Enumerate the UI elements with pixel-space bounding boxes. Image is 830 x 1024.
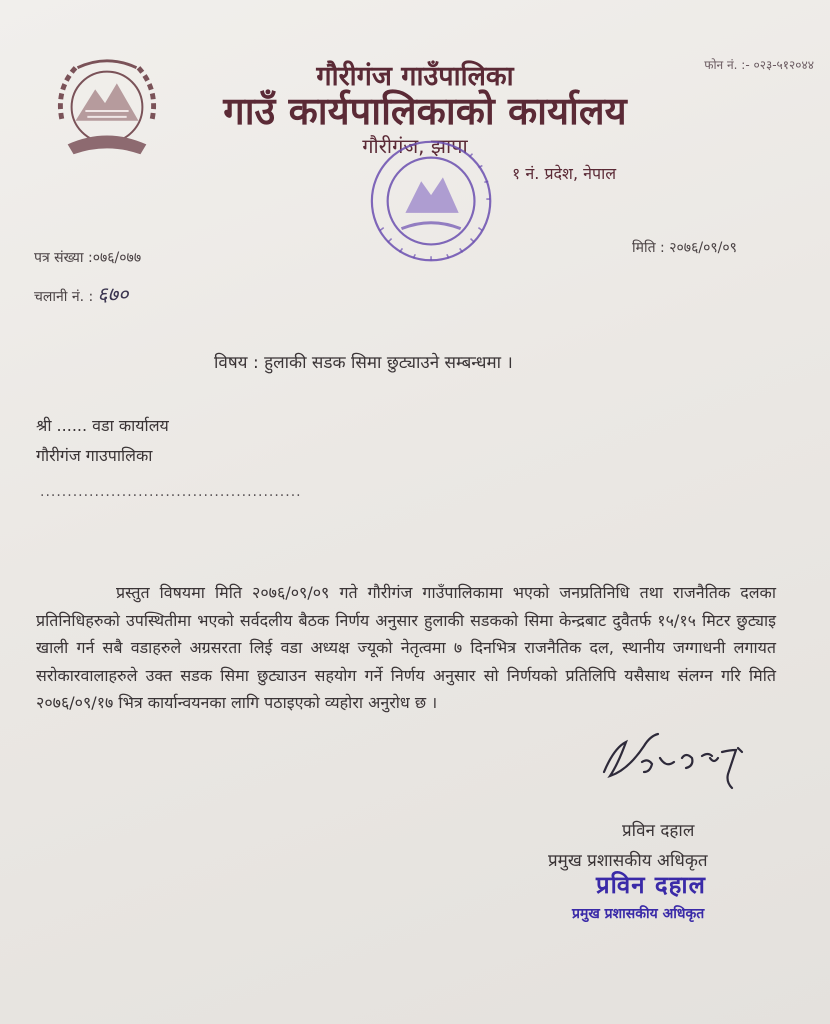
signer-title: प्रमुख प्रशासकीय अधिकृत xyxy=(548,851,708,871)
phone-number: फोन नं. :- ०२३-५१२०४४ xyxy=(704,58,814,72)
subject-line xyxy=(214,350,513,373)
letter-body-paragraph: प्रस्तुत विषयमा मिति २०७६/०९/०९ गते गौरीगंज गाउँपालिकामा भएको जनप्रतिनिधि तथा राजनैतिक दलका प्रतिनिधिहरुको उपस्थितीमा भएको सर्वदलीय बैठक निर्णय अनुसार हुलाकी सडकको सिमा केन्द्रबाट दुवैतर्फ १५/१५ मिटर छुट्याइ खाली गर्न सबै वडाहरुले अग्रसरता लिई वडा अध्यक्ष ज्यूको नेतृत्वमा ७ दिनभित्र राजनैतिक दल, स्थानीय जग्गाधनी लगायत सरोकारवालाहरुले उक्त सडक सिमा छुट्याउन सहयोग गर्ने निर्णय अनुसार सो निर्णयको प्रतिलिपि यसैसाथ संलग्न गरि मिति २०७६/०९/१७ भित्र कार्यान्वयनका लागि पठाइएको व्यहोरा अनुरोध छ । xyxy=(36,583,776,712)
name-stamp: प्रविन दहाल xyxy=(596,871,706,899)
addressee-line-2: गौरीगंज गाउपालिका xyxy=(36,446,153,465)
round-office-stamp xyxy=(362,130,510,278)
office-location: गौरीगंज, झापा xyxy=(362,134,468,158)
addressee-line-1: श्री ...... वडा कार्यालय xyxy=(36,416,169,435)
reference-number xyxy=(34,248,141,267)
title-stamp: प्रमुख प्रशासकीय अधिकृत xyxy=(572,906,705,922)
addressee-dotted-line: ................................................ xyxy=(40,484,302,500)
municipality-name: गौरीगंज गाउँपालिका xyxy=(316,61,514,92)
dispatch-value: ६७० xyxy=(97,282,129,306)
handwritten-signature xyxy=(598,728,768,798)
date-label: मिति : xyxy=(632,240,665,256)
dispatch-label: चलानी नं. : xyxy=(34,289,94,305)
dispatch-number xyxy=(34,280,128,307)
signer-name: प्रविन दहाल xyxy=(622,821,695,841)
reference-value: ०७६/०७७ xyxy=(92,250,142,266)
subject-label: विषय : xyxy=(214,353,259,373)
office-name: गाउँ कार्यपालिकाको कार्यालय xyxy=(223,89,627,133)
letter-date xyxy=(632,238,737,257)
province-line: १ नं. प्रदेश, नेपाल xyxy=(512,164,617,183)
reference-label: पत्र संख्या : xyxy=(34,250,93,266)
date-value: २०७६/०९/०९ xyxy=(669,240,737,256)
subject-text: हुलाकी सडक सिमा छुट्याउने सम्बन्धमा । xyxy=(264,353,513,373)
